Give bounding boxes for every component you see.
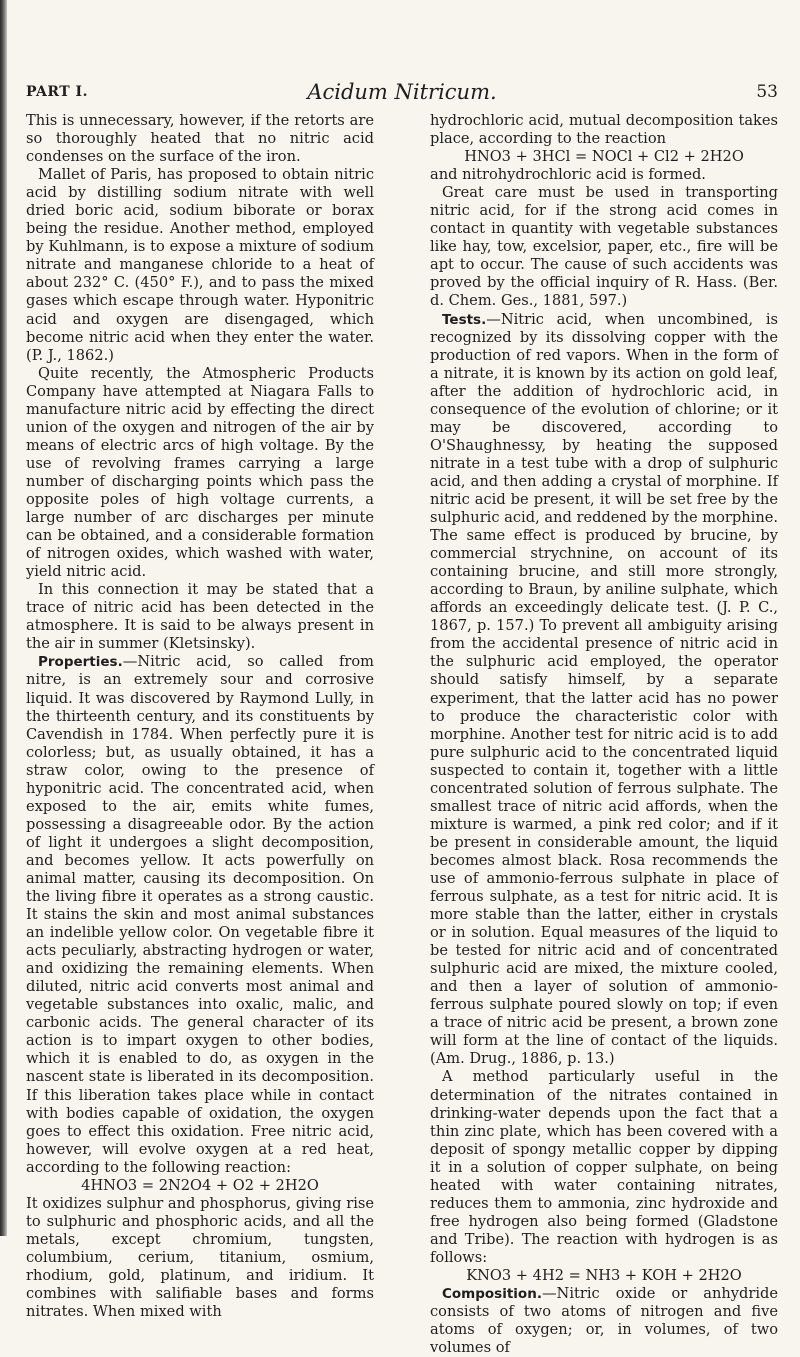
paragraph: hydrochloric acid, mutual decomposition takes place, according to the reaction <box>430 112 778 148</box>
section-heading-properties: Properties. <box>38 654 123 671</box>
paragraph: Mallet of Paris, has proposed to obtain nitric acid by distilling sodium nitrate with well dried boric acid, sodium biborate or borax being the residue. Another method, employed by Kuhlmann, is to expose a mixture of sodium nitrate and manganese chloride to a heat of about 232° C. (450° F.), and to pass the mixed gases which escape through water. Hyponitric acid and oxygen are disengaged, which become nitric acid when they enter the water. (P. J., 1862.) <box>26 166 374 364</box>
section-heading-tests: Tests. <box>442 311 487 328</box>
paragraph: In this connection it may be stated that a trace of nitric acid has been detected in the atmosphere. It is said to be always present in the air in summer (Kletsinsky). <box>26 581 374 653</box>
running-title: Acidum Nitricum. <box>307 80 497 104</box>
equation: 4HNO3 = 2N2O4 + O2 + 2H2O <box>81 1176 319 1194</box>
paragraph: Great care must be used in transporting nitric acid, for if the strong acid comes in contact in quantity with vegetable substances like hay, tow, excelsior, paper, etc., fire will be apt to occur. The cause of such accidents was proved by the official inquiry of R. Hass. (Ber. d. Chem. Ges., 1881, 597.) <box>430 184 778 310</box>
page-header <box>26 80 778 106</box>
paragraph: and nitrohydrochloric acid is formed. <box>430 166 706 184</box>
paragraph: A method particularly useful in the determination of the nitrates contained in drinking-water depends upon the fact that a thin zinc plate, which has been covered with a deposit of spongy metallic copper by dipping it in a solution of copper sulphate, on being heated with water containing nitrates, reduces them to ammonia, zinc hydroxide and free hydrogen also being formed (Gladstone and Tribe). The reaction with hydrogen is as follows: <box>430 1068 778 1266</box>
paragraph: This is unnecessary, however, if the retorts are so thoroughly heated that no nitric acid condenses on the surface of the iron. <box>26 112 374 166</box>
page-number: 53 <box>756 82 778 102</box>
paragraph-text: —Nitric acid, when uncombined, is recognized by its dissolving copper with the production of red vapors. When in the form of a nitrate, it is known by its action on gold leaf, after the addition of hydrochloric acid, in consequence of the evolution of chlorine; or it may be discovered, according to O'Shaughnessy, by heating the supposed nitrate in a test tube with a drop of sulphuric acid, and then adding a crystal of morphine. If nitric acid be present, it will be set free by the sulphuric acid, and reddened by the morphine. The same effect is produced by brucine, by commercial strychnine, on account of its containing brucine, and still more strongly, according to Braun, by aniline sulphate, which affords an exceedingly delicate test. (J. P. C., 1867, p. 157.) To prevent all ambiguity arising from the accidental presence of nitric acid in the sulphuric acid employed, the operator should satisfy himself, by a separate experiment, that the latter acid has no power to produce the characteristic color with morphine. Another test for nitric acid is to add pure sulphuric acid to the concentrated liquid suspected to contain it, together with a little concentrated solution of ferrous sulphate. The smallest trace of nitric acid affords, when the mixture is warmed, a pink red color; and if it be present in considerable amount, the liquid becomes almost black. Rosa recommends the use of ammonio-ferrous sulphate in place of ferrous sulphate, as a test for nitric acid. It is more stable than the latter, either in crystals or in solution. Equal measures of the liquid to be tested for nitric acid and of concentrated sulphuric acid are mixed, the mixture cooled, and then a layer of solution of ammonio-ferrous sulphate poured slowly on top; if even a trace of nitric acid be present, a brown zone will form at the line of contact of the liquids. (Am. Drug., 1886, p. 13.) <box>430 310 778 1068</box>
paragraph-text: —Nitric acid, so called from nitre, is an extremely sour and corrosive liquid. It was discovered by Raymond Lully, in the thirteenth century, and its constituents by Cavendish in 1784. When perfectly pure it is colorless; but, as usually obtained, it has a straw color, owing to the presence of hyponitric acid. The concentrated acid, when exposed to the air, emits white fumes, possessing a disagreeable odor. By the action of light it undergoes a slight decomposition, and becomes yellow. It acts powerfully on animal matter, causing its decomposition. On the living fibre it operates as a strong caustic. It stains the skin and most animal substances an indelible yellow color. On vegetable fibre it acts peculiarly, abstracting hydrogen or water, and oxidizing the remaining elements. When diluted, nitric acid converts most animal and vegetable substances into oxalic, malic, and carbonic acids. The general character of its action is to impart oxygen to other bodies, which it is enabled to do, as oxygen in the nascent state is liberated in its decomposition. If this liberation takes place while in contact with bodies capable of oxidation, the oxygen goes to effect this oxidation. Free nitric acid, however, will evolve oxygen at a red heat, according to the following reaction: <box>26 653 374 1176</box>
paragraph: It oxidizes sulphur and phosphorus, giving rise to sulphuric and phosphoric acids, and all the metals, except chromium, tungsten, columbium, cerium, titanium, osmium, rhodium, gold, platinum, and iridium. It combines with salifiable bases and forms nitrates. When mixed with <box>26 1194 374 1321</box>
part-label: PART I. <box>26 84 88 100</box>
equation: HNO3 + 3HCl = NOCl + Cl2 + 2H2O <box>464 148 744 166</box>
section-heading-composition: Composition. <box>442 1286 542 1303</box>
paragraph-text: —Nitric oxide or anhydride consists of two atoms of nitrogen and five atoms of oxygen; or, in volumes, of two volumes of <box>430 1285 778 1357</box>
page-edge-shadow <box>0 0 7 1236</box>
paragraph-properties <box>26 653 374 1176</box>
left-column <box>26 112 374 1321</box>
paragraph-composition <box>430 1285 778 1357</box>
paragraph: Quite recently, the Atmospheric Products Company have attempted at Niagara Falls to manufacture nitric acid by effecting the direct union of the oxygen and nitrogen of the air by means of electric arcs of high voltage. By the use of revolving frames carrying a large number of discharging points which pass the opposite poles of high voltage currents, a large number of arc discharges per minute can be obtained, and a considerable formation of nitrogen oxides, which washed with water, yield nitric acid. <box>26 364 374 581</box>
paragraph-tests <box>430 311 778 1069</box>
right-column <box>430 112 778 1357</box>
equation: KNO3 + 4H2 = NH3 + KOH + 2H2O <box>466 1267 742 1284</box>
